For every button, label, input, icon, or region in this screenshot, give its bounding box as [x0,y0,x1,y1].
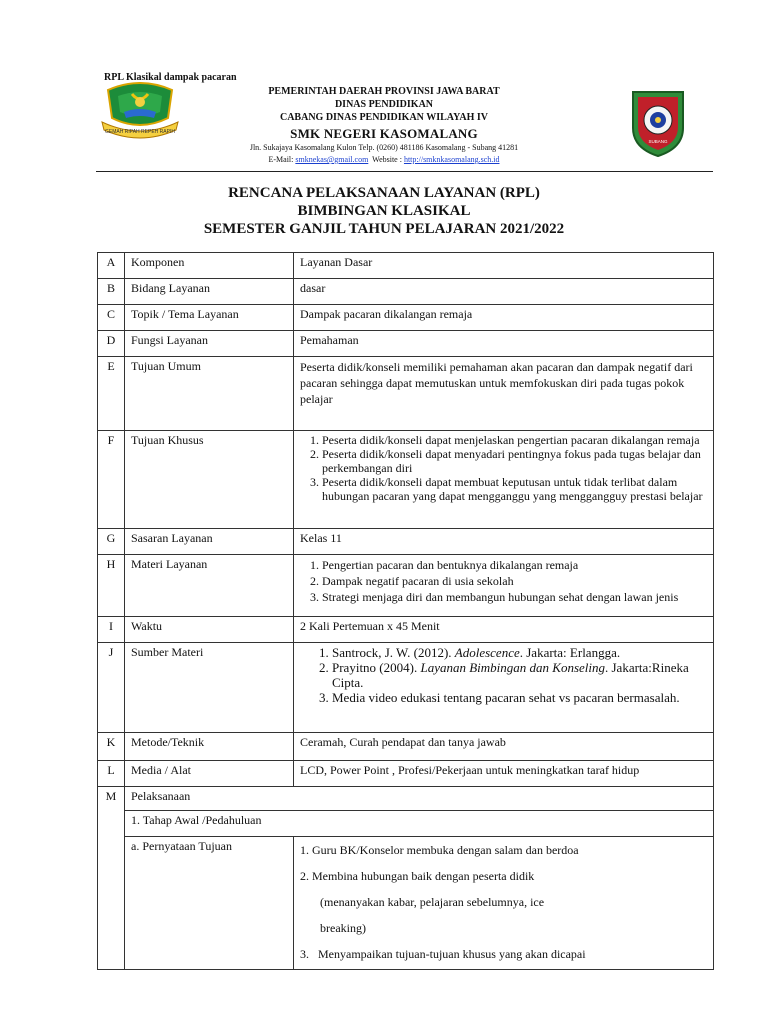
document-label: RPL Klasikal dampak pacaran [104,72,237,83]
table-row [98,305,714,331]
document-subtitle: BIMBINGAN KLASIKAL [297,203,471,219]
list-item: 3. Strategi menjaga diri dan membangun hubungan sehat dengan lawan jenis [322,589,707,605]
row-label: Metode/Teknik [125,733,294,761]
header-divider [96,171,713,172]
row-value [294,837,714,970]
row-label: a. Pernyataan Tujuan [125,837,294,970]
row-value: Pemahaman [294,331,714,357]
row-label: Media / Alat [125,761,294,787]
material-list [300,557,707,605]
row-code: E [98,357,125,431]
source-publisher: . Jakarta:Rineka Cipta. [332,660,689,690]
row-label: Sasaran Layanan [125,529,294,555]
table-row [98,279,714,305]
step-item: 2. Membina hubungan baik dengan peserta didik [300,869,535,883]
row-label: Komponen [125,253,294,279]
row-label: Sumber Materi [125,643,294,733]
row-code: I [98,617,125,643]
objective-list [300,433,707,503]
row-label: Tujuan Umum [125,357,294,431]
school-name: SMK NEGERI KASOMALANG [290,126,478,141]
document-semester: SEMESTER GANJIL TAHUN PELAJARAN 2021/2022 [203,221,565,237]
kop-branch: CABANG DINAS PENDIDIKAN WILAYAH IV [279,112,488,123]
row-value: dasar [294,279,714,305]
row-value: Dampak pacaran dikalangan remaja [294,305,714,331]
row-value [294,555,714,617]
step-item-detail: breaking) [320,921,366,935]
row-code: D [98,331,125,357]
email-label: E-Mail: [268,155,296,164]
row-value: LCD, Power Point , Profesi/Pekerjaan untuk meningkatkan taraf hidup [294,761,714,787]
row-label: Waktu [125,617,294,643]
row-label: Materi Layanan [125,555,294,617]
step-item: 3. Menyampaikan tujuan-tujuan khusus yang akan dicapai [300,947,586,961]
row-code: L [98,761,125,787]
row-code: B [98,279,125,305]
row-label: Fungsi Layanan [125,331,294,357]
row-code: H [98,555,125,617]
row-label: Topik / Tema Layanan [125,305,294,331]
row-code: G [98,529,125,555]
source-author: Santrock, J. W. (2012). [332,645,455,660]
table-row [98,331,714,357]
row-label: Pelaksanaan [125,787,714,811]
table-row [98,643,714,733]
row-label: Bidang Layanan [125,279,294,305]
list-item: 2. Dampak negatif pacaran di usia sekolah [322,573,707,589]
row-value [294,431,714,529]
crest-motto: GEMAH RIPAH REPEH RAPIH [105,129,175,135]
row-code: K [98,733,125,761]
email-link[interactable]: smknekas@gmail.com [295,155,369,164]
source-book-title: Adolescence [454,645,520,660]
row-value: Kelas 11 [294,529,714,555]
row-value: Ceramah, Curah pendapat dan tanya jawab [294,733,714,761]
list-item [332,660,707,690]
row-value [294,643,714,733]
list-item: 3. Media video edukasi tentang pacaran sehat vs pacaran bermasalah. [332,690,707,705]
row-value: 2 Kali Pertemuan x 45 Menit [294,617,714,643]
row-value: Peserta didik/konseli memiliki pemahaman akan pacaran dan dampak negatif dari pacaran sehingga dapat memutuskan untuk memfokuskan diri pada tugas pokok pelajar [294,357,714,431]
kop-government: PEMERINTAH DAERAH PROVINSI JAWA BARAT [268,86,500,97]
school-address: Jln. Sukajaya Kasomalang Kulon Telp. (0260) 481186 Kasomalang - Subang 41281 [249,143,519,152]
table-row [98,733,714,761]
list-item: 2. Peserta didik/konseli dapat menyadari pentingnya fokus pada tugas belajar dan perkembangan diri [322,447,707,475]
table-row [98,811,714,837]
list-item [332,645,707,660]
table-row [98,837,714,970]
rpl-table [97,252,714,970]
row-code: C [98,305,125,331]
row-code: F [98,431,125,529]
document-title: RENCANA PELAKSANAAN LAYANAN (RPL) [228,185,540,201]
list-item: 1. Peserta didik/konseli dapat menjelaskan pengertian pacaran dikalangan remaja [322,433,707,447]
website-label: Website : [368,155,404,164]
table-row [98,431,714,529]
source-publisher: . Jakarta: Erlangga. [519,645,621,660]
list-item: 1. Pengertian pacaran dan bentuknya dikalangan remaja [322,557,707,573]
row-code: J [98,643,125,733]
stage-heading: 1. Tahap Awal /Pedahuluan [125,811,714,837]
kop-department: DINAS PENDIDIKAN [334,99,434,110]
table-row [98,357,714,431]
row-code: A [98,253,125,279]
school-contact [0,155,768,164]
step-item: 1. Guru BK/Konselor membuka dengan salam dan berdoa [300,843,579,857]
table-row [98,617,714,643]
source-author: Prayitno (2004). [332,660,421,675]
table-row [98,761,714,787]
source-book-title: Layanan Bimbingan dan Konseling [420,660,605,675]
table-row [98,555,714,617]
website-link[interactable]: http://smknkasomalang.sch.id [403,155,500,164]
row-code: M [98,787,125,970]
shield-caption: SUBANG [648,139,668,144]
table-row [98,253,714,279]
step-item-detail: (menanyakan kabar, pelajaran sebelumnya, ice [320,895,545,909]
table-row [98,787,714,811]
row-label: Tujuan Khusus [125,431,294,529]
source-list [300,645,707,705]
table-row [98,529,714,555]
row-value: Layanan Dasar [294,253,714,279]
list-item: 3. Peserta didik/konseli dapat membuat keputusan untuk tidak terlibat dalam hubungan pacaran yang dapat mengganggu yang menggangguy prestasi belajar [322,475,707,503]
